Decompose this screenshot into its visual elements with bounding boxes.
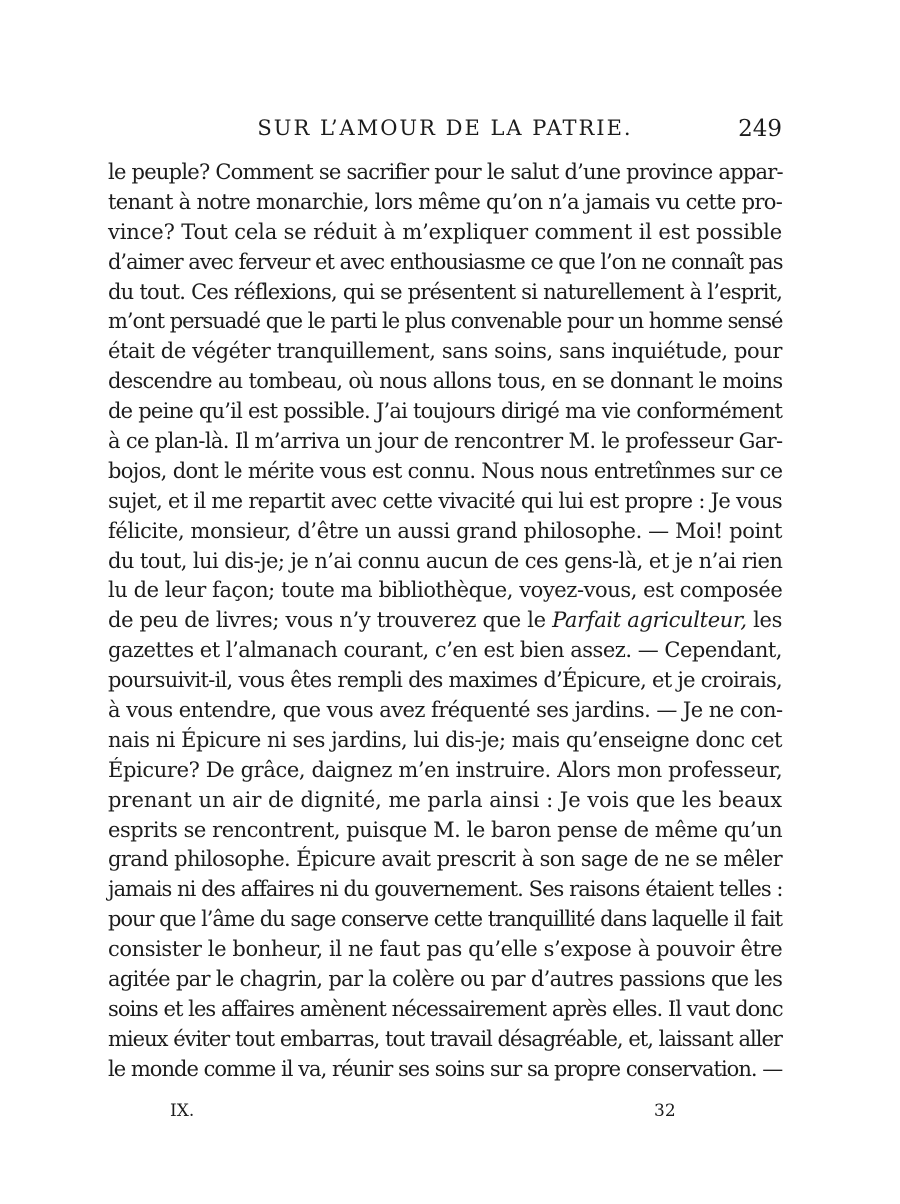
page-number: 249 xyxy=(738,116,782,142)
text-line: gazettes et l’almanach courant, c’en est bien assez. — Cependant, xyxy=(108,638,782,663)
text-line: était de végéter tranquillement, sans soins, sans inquiétude, pour xyxy=(108,339,782,364)
text-segment: de peu de livres; vous n’y trouverez que le xyxy=(108,608,553,633)
signature-mark: IX. xyxy=(170,1101,195,1121)
text-line: d’aimer avec ferveur et avec enthousiasme ce que l’on ne connaît pas xyxy=(108,249,783,274)
book-title-italic: Parfait agriculteur, xyxy=(552,608,747,633)
running-head xyxy=(108,116,782,146)
text-line: jamais ni des affaires ni du gouvernement. Ses raisons étaient telles : xyxy=(108,877,783,902)
text-line: m’ont persuadé que le parti le plus convenable pour un homme sensé xyxy=(108,309,783,334)
gathering-number: 32 xyxy=(654,1101,676,1121)
text-line: à ce plan-là. Il m’arriva un jour de rencontrer M. le professeur Gar- xyxy=(108,429,783,454)
text-line: descendre au tombeau, où nous allons tous, en se donnant le moins xyxy=(108,369,783,394)
text-line: le peuple? Comment se sacrifier pour le salut d’une province appar- xyxy=(108,160,783,184)
text-line: Épicure? De grâce, daignez m’en instruire. Alors mon professeur, xyxy=(108,757,783,782)
text-line: soins et les affaires amènent nécessairement après elles. Il vaut donc xyxy=(108,996,783,1021)
text-line: le monde comme il va, réunir ses soins sur sa propre conservation. — xyxy=(108,1056,783,1081)
page-footer xyxy=(170,1101,690,1125)
text-line: consister le bonheur, il ne faut pas qu’elle s’expose à pouvoir être xyxy=(108,937,783,962)
text-line: tenant à notre monarchie, lors même qu’on n’a jamais vu cette pro- xyxy=(108,189,783,214)
body-text xyxy=(108,158,782,1085)
text-line: agitée par le chagrin, par la colère ou par d’autres passions que les xyxy=(108,967,783,992)
text-line: félicite, monsieur, d’être un aussi grand philosophe. — Moi! point xyxy=(108,518,783,543)
text-line: prenant un air de dignité, me parla ainsi : Je vois que les beaux xyxy=(108,787,783,812)
text-line xyxy=(108,606,782,636)
text-line: bojos, dont le mérite vous est connu. Nous nous entretînmes sur ce xyxy=(108,458,783,483)
text-line: grand philosophe. Épicure avait prescrit à son sage de ne se mêler xyxy=(108,847,783,872)
text-line: à vous entendre, que vous avez fréquenté ses jardins. — Je ne con- xyxy=(108,698,783,723)
text-line: pour que l’âme du sage conserve cette tranquillité dans laquelle il fait xyxy=(108,907,782,932)
text-line: vince? Tout cela se réduit à m’expliquer comment il est possible xyxy=(108,219,782,244)
text-line: du tout, lui dis-je; je n’ai connu aucun de ces gens-là, et je n’ai rien xyxy=(108,548,783,573)
text-line: mieux éviter tout embarras, tout travail désagréable, et, laissant aller xyxy=(108,1026,782,1051)
text-line: sujet, et il me repartit avec cette vivacité qui lui est propre : Je vous xyxy=(108,488,782,513)
text-segment: les xyxy=(746,608,783,633)
text-line: poursuivit-il, vous êtes rempli des maximes d’Épicure, et je croirais, xyxy=(108,668,782,693)
text-line: lu de leur façon; toute ma bibliothèque, voyez-vous, est composée xyxy=(108,578,783,603)
text-line: du tout. Ces réflexions, qui se présentent si naturellement à l’esprit, xyxy=(108,279,783,304)
text-line: nais ni Épicure ni ses jardins, lui dis-je; mais qu’enseigne donc cet xyxy=(108,727,782,752)
running-title: SUR L’AMOUR DE LA PATRIE. xyxy=(257,116,633,140)
text-line: de peine qu’il est possible. J’ai toujours dirigé ma vie conformément xyxy=(108,399,783,424)
text-line: esprits se rencontrent, puisque M. le baron pense de même qu’un xyxy=(108,817,783,842)
